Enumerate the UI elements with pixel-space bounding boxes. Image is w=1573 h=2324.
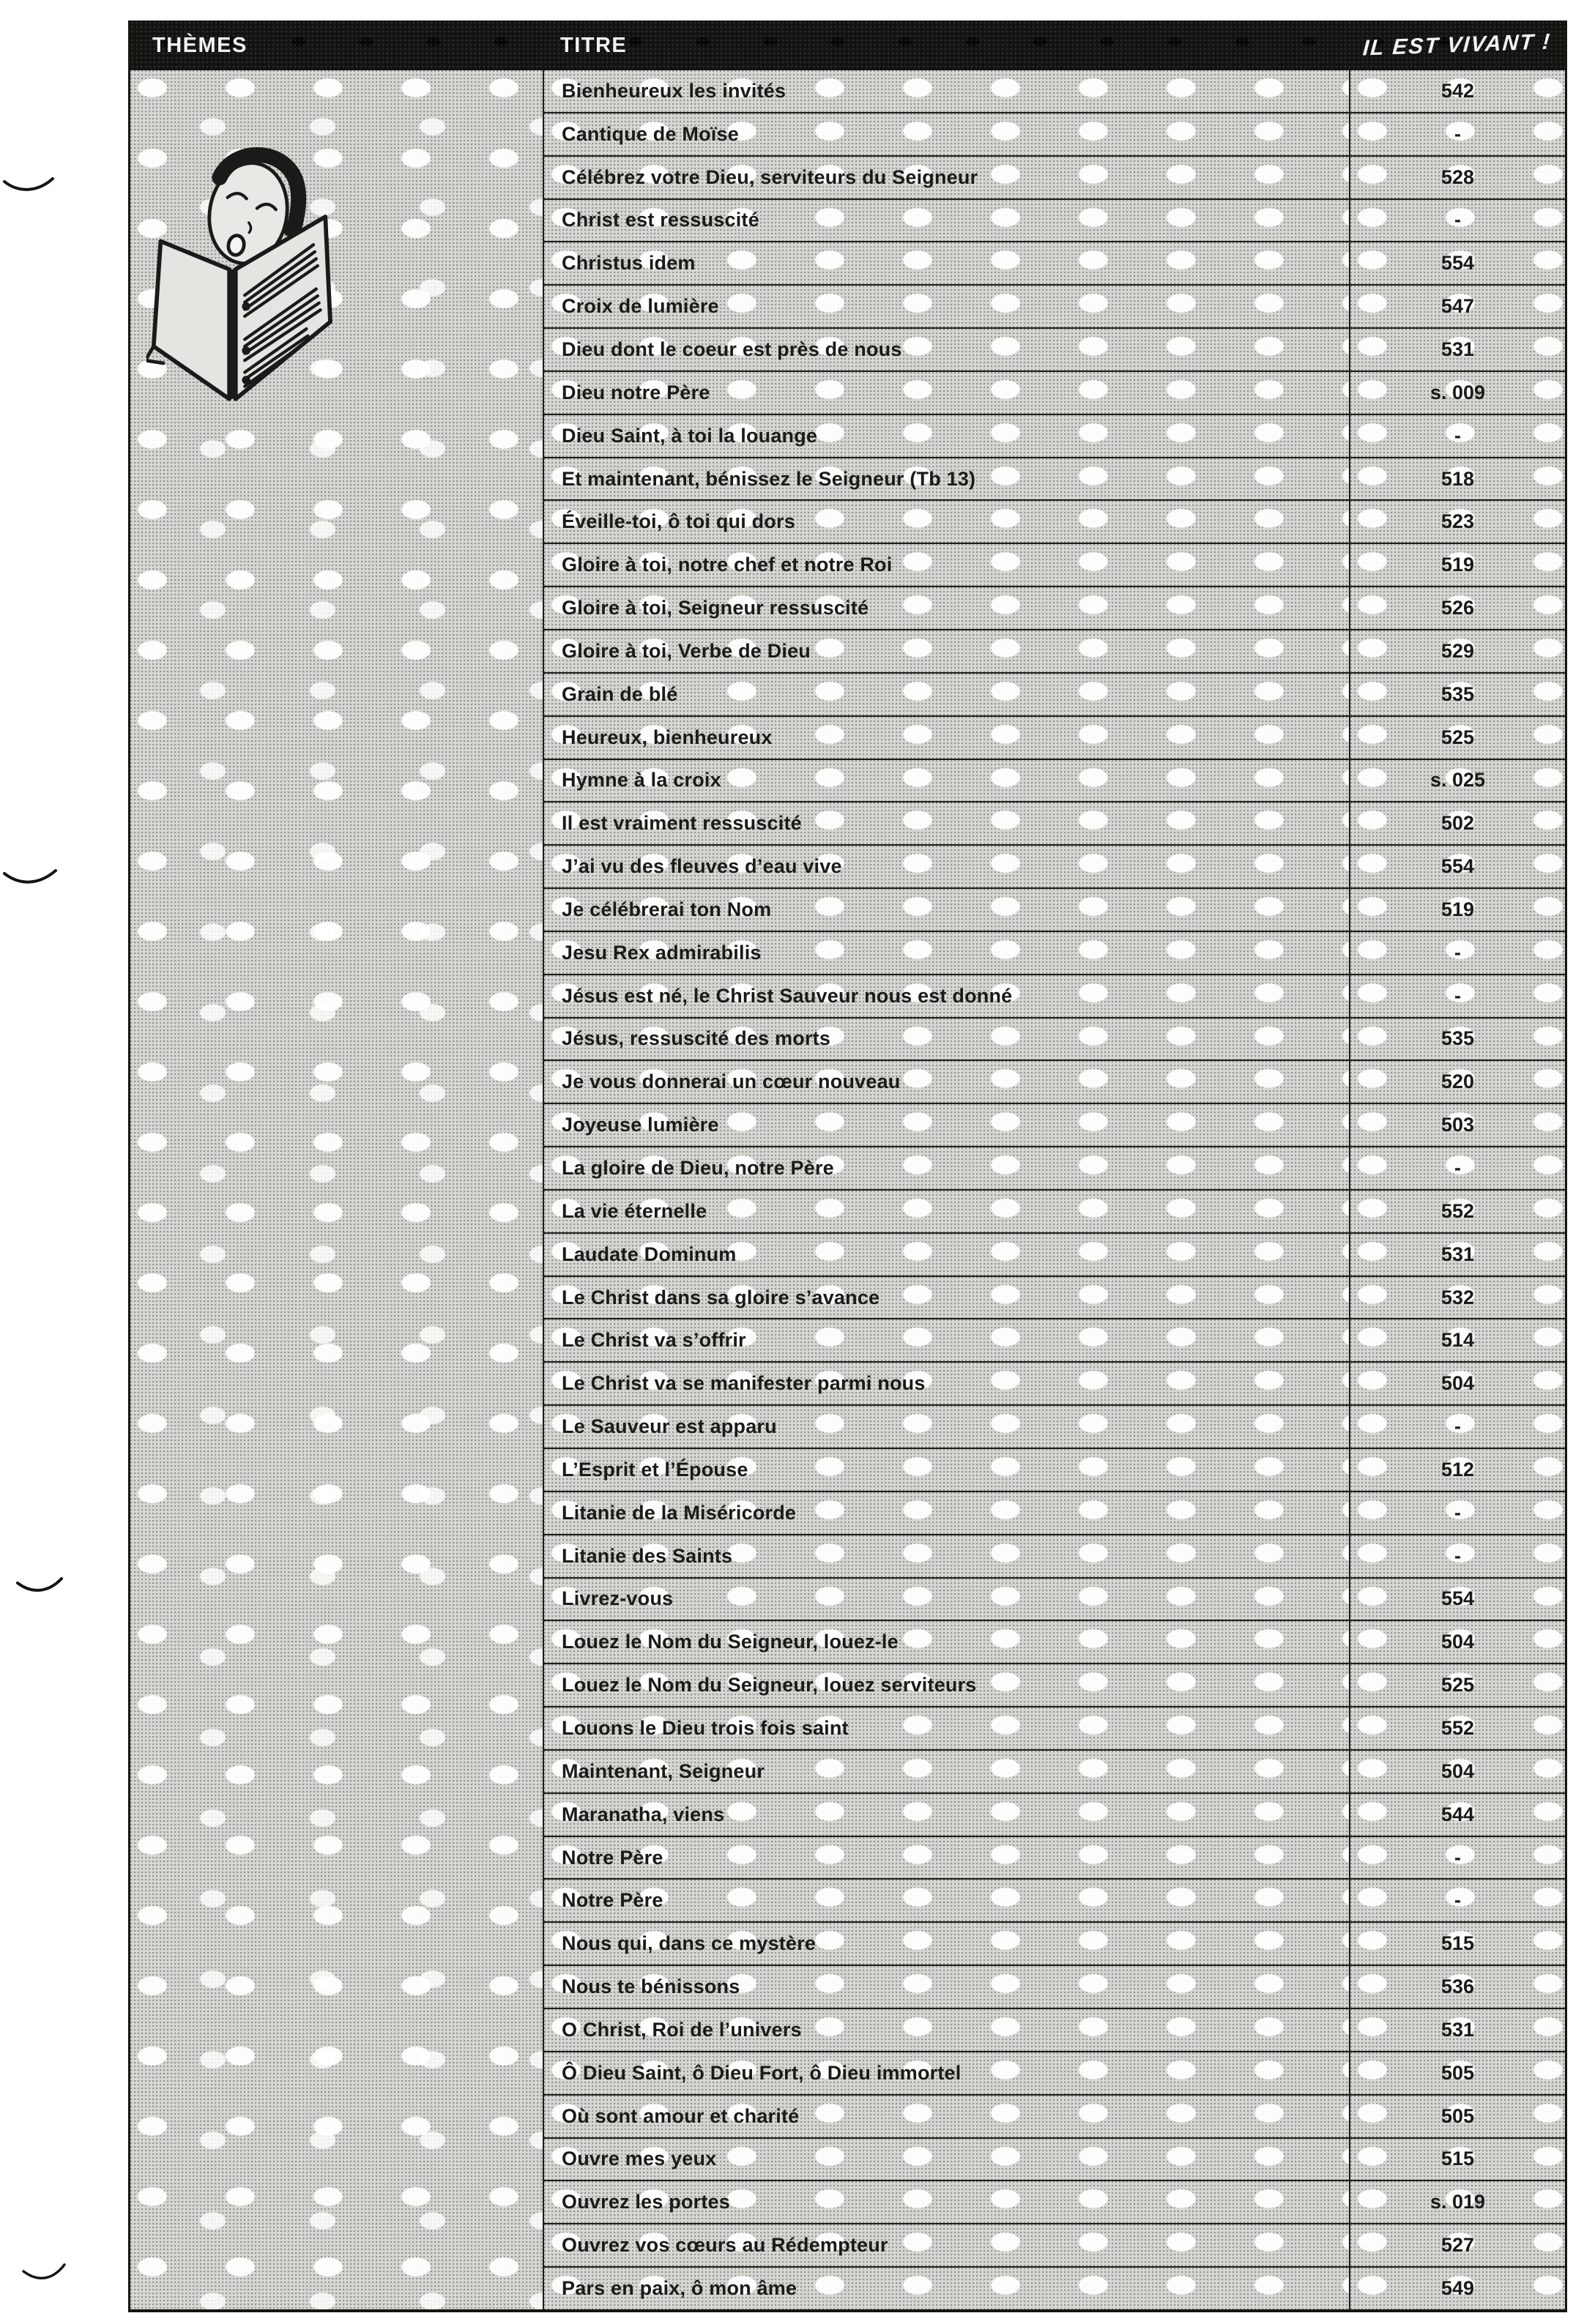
song-number-cell: 529 [1349, 630, 1565, 672]
song-title-cell: Je célébrerai ton Nom [544, 889, 1349, 931]
song-number-cell: 531 [1349, 329, 1565, 370]
song-title-cell: Gloire à toi, Verbe de Dieu [544, 630, 1349, 672]
song-number-cell: 552 [1349, 1191, 1565, 1232]
table-row [544, 1621, 1565, 1664]
song-number-cell: 552 [1349, 1707, 1565, 1749]
table-row [544, 587, 1565, 630]
margin-pen-marks-icon [0, 0, 81, 2324]
song-title-cell: Ô Dieu Saint, ô Dieu Fort, ô Dieu immortel [544, 2052, 1349, 2094]
singing-reader-illustration-icon [146, 119, 350, 413]
song-title-cell: Notre Père [544, 1880, 1349, 1921]
song-title-cell: Christ est ressuscité [544, 200, 1349, 242]
song-title-cell: Litanie de la Miséricorde [544, 1492, 1349, 1534]
table-row [544, 458, 1565, 502]
table-row [544, 1147, 1565, 1191]
song-number-cell: - [1349, 1492, 1565, 1534]
table-row [544, 2052, 1565, 2096]
song-number-cell: 526 [1349, 587, 1565, 629]
song-title-cell: Dieu notre Père [544, 372, 1349, 414]
song-title-cell: Heureux, bienheureux [544, 717, 1349, 759]
table-row [544, 932, 1565, 975]
song-title-cell: Louez le Nom du Seigneur, louez serviteurs [544, 1664, 1349, 1706]
song-title-cell: Le Christ va s’offrir [544, 1319, 1349, 1361]
song-title-cell: Éveille-toi, ô toi qui dors [544, 501, 1349, 543]
song-title-cell: Litanie des Saints [544, 1535, 1349, 1577]
song-title-cell: Louez le Nom du Seigneur, louez-le [544, 1621, 1349, 1663]
song-title-cell: Jésus est né, le Christ Sauveur nous est donné [544, 975, 1349, 1017]
table-row [544, 1449, 1565, 1492]
table-row [544, 630, 1565, 674]
themes-column [130, 70, 544, 2309]
song-number-cell: 536 [1349, 1966, 1565, 2008]
table-row [544, 1923, 1565, 1966]
song-number-cell: 554 [1349, 846, 1565, 887]
song-title-cell: Louons le Dieu trois fois saint [544, 1707, 1349, 1749]
song-title-cell: Gloire à toi, notre chef et notre Roi [544, 544, 1349, 586]
song-number-cell: 504 [1349, 1621, 1565, 1663]
song-index-table [128, 21, 1567, 2312]
table-row [544, 2224, 1565, 2268]
song-title-cell: Dieu dont le coeur est près de nous [544, 329, 1349, 370]
song-number-cell: 520 [1349, 1061, 1565, 1103]
song-title-cell: La vie éternelle [544, 1191, 1349, 1232]
song-number-cell: 542 [1349, 70, 1565, 112]
song-title-cell: Et maintenant, bénissez le Seigneur (Tb 13) [544, 458, 1349, 500]
table-row [544, 717, 1565, 760]
song-number-cell: s. 009 [1349, 372, 1565, 414]
table-header [130, 21, 1565, 70]
table-row [544, 1191, 1565, 1234]
song-title-cell: Le Christ va se manifester parmi nous [544, 1363, 1349, 1404]
song-title-cell: Croix de lumière [544, 286, 1349, 327]
table-row [544, 2096, 1565, 2139]
song-title-cell: Grain de blé [544, 674, 1349, 715]
song-title-cell: Où sont amour et charité [544, 2096, 1349, 2137]
song-number-cell: - [1349, 975, 1565, 1017]
table-row [544, 760, 1565, 803]
song-number-cell: 503 [1349, 1104, 1565, 1146]
song-number-cell: - [1349, 1837, 1565, 1879]
table-row [544, 113, 1565, 157]
song-number-cell: - [1349, 932, 1565, 974]
song-number-cell: s. 019 [1349, 2181, 1565, 2223]
song-title-cell: Christus idem [544, 242, 1349, 284]
song-number-cell: 518 [1349, 458, 1565, 500]
song-number-cell: - [1349, 1880, 1565, 1921]
song-number-cell: 515 [1349, 2139, 1565, 2180]
song-number-cell: 544 [1349, 1794, 1565, 1836]
song-number-cell: 523 [1349, 501, 1565, 543]
song-number-cell: 512 [1349, 1449, 1565, 1491]
table-row [544, 372, 1565, 415]
table-row [544, 544, 1565, 587]
song-title-cell: La gloire de Dieu, notre Père [544, 1147, 1349, 1189]
table-body [130, 70, 1565, 2309]
song-title-cell: Nous te bénissons [544, 1966, 1349, 2008]
table-row [544, 1234, 1565, 1277]
song-title-cell: Ouvrez les portes [544, 2181, 1349, 2223]
table-row [544, 1535, 1565, 1579]
song-number-cell: 525 [1349, 717, 1565, 759]
song-title-cell: Gloire à toi, Seigneur ressuscité [544, 587, 1349, 629]
song-title-cell: Jesu Rex admirabilis [544, 932, 1349, 974]
table-row [544, 1277, 1565, 1320]
table-row [544, 1751, 1565, 1794]
song-title-cell: Ouvre mes yeux [544, 2139, 1349, 2180]
song-title-cell: Livrez-vous [544, 1579, 1349, 1620]
song-number-cell: 535 [1349, 1018, 1565, 1060]
song-title-cell: Nous qui, dans ce mystère [544, 1923, 1349, 1964]
table-row [544, 1104, 1565, 1147]
table-row [544, 1707, 1565, 1751]
table-row [544, 415, 1565, 458]
song-title-cell: Jésus, ressuscité des morts [544, 1018, 1349, 1060]
table-row [544, 2268, 1565, 2309]
song-number-cell: 502 [1349, 802, 1565, 844]
song-number-cell: 504 [1349, 1751, 1565, 1792]
table-row [544, 975, 1565, 1018]
song-number-cell: 531 [1349, 1234, 1565, 1275]
song-number-cell: 547 [1349, 286, 1565, 327]
song-number-cell: 528 [1349, 157, 1565, 198]
table-row [544, 2139, 1565, 2182]
song-title-cell: Le Sauveur est apparu [544, 1406, 1349, 1448]
table-row [544, 242, 1565, 286]
table-row [544, 846, 1565, 889]
song-title-cell: Joyeuse lumière [544, 1104, 1349, 1146]
song-title-cell: Le Christ dans sa gloire s’avance [544, 1277, 1349, 1319]
song-number-cell: - [1349, 1406, 1565, 1448]
song-title-cell: Bienheureux les invités [544, 70, 1349, 112]
table-row [544, 1018, 1565, 1062]
song-title-cell: Cantique de Moïse [544, 113, 1349, 155]
table-row [544, 1363, 1565, 1406]
rows-column [544, 70, 1565, 2309]
table-row [544, 1664, 1565, 1707]
song-title-cell: Pars en paix, ô mon âme [544, 2268, 1349, 2309]
song-number-cell: 554 [1349, 242, 1565, 284]
song-number-cell: 514 [1349, 1319, 1565, 1361]
song-title-cell: Maranatha, viens [544, 1794, 1349, 1836]
song-title-cell: Maintenant, Seigneur [544, 1751, 1349, 1792]
song-title-cell: Ouvrez vos cœurs au Rédempteur [544, 2224, 1349, 2266]
song-number-cell: 504 [1349, 1363, 1565, 1404]
column-header-il-est-vivant: IL EST VIVANT ! [1361, 29, 1552, 61]
table-row [544, 286, 1565, 329]
song-title-cell: Célébrez votre Dieu, serviteurs du Seigneur [544, 157, 1349, 198]
column-header-themes: THÈMES [152, 33, 248, 57]
song-number-cell: 554 [1349, 1579, 1565, 1620]
song-number-cell: 519 [1349, 544, 1565, 586]
table-row [544, 200, 1565, 243]
song-number-cell: 515 [1349, 1923, 1565, 1964]
table-row [544, 1061, 1565, 1104]
song-number-cell: - [1349, 113, 1565, 155]
table-row [544, 1880, 1565, 1923]
table-row [544, 802, 1565, 846]
song-title-cell: Je vous donnerai un cœur nouveau [544, 1061, 1349, 1103]
song-title-cell: Il est vraiment ressuscité [544, 802, 1349, 844]
table-row [544, 1319, 1565, 1363]
song-number-cell: - [1349, 200, 1565, 242]
song-number-cell: - [1349, 415, 1565, 457]
song-title-cell: O Christ, Roi de l’univers [544, 2009, 1349, 2051]
song-number-cell: 505 [1349, 2052, 1565, 2094]
table-row [544, 1794, 1565, 1837]
song-number-cell: - [1349, 1535, 1565, 1577]
song-title-cell: Laudate Dominum [544, 1234, 1349, 1275]
song-number-cell: - [1349, 1147, 1565, 1189]
table-row [544, 1579, 1565, 1622]
table-row [544, 329, 1565, 372]
song-number-cell: 505 [1349, 2096, 1565, 2137]
song-number-cell: 519 [1349, 889, 1565, 931]
song-title-cell: J’ai vu des fleuves d’eau vive [544, 846, 1349, 887]
table-row [544, 889, 1565, 932]
song-title-cell: Hymne à la croix [544, 760, 1349, 802]
table-row [544, 2009, 1565, 2052]
table-row [544, 674, 1565, 717]
song-title-cell: L’Esprit et l’Épouse [544, 1449, 1349, 1491]
table-row [544, 157, 1565, 200]
song-number-cell: s. 025 [1349, 760, 1565, 802]
table-row [544, 501, 1565, 544]
song-number-cell: 531 [1349, 2009, 1565, 2051]
song-title-cell: Notre Père [544, 1837, 1349, 1879]
song-number-cell: 525 [1349, 1664, 1565, 1706]
table-row [544, 1837, 1565, 1880]
song-number-cell: 549 [1349, 2268, 1565, 2309]
table-row [544, 1492, 1565, 1535]
table-row [544, 1406, 1565, 1449]
song-number-cell: 532 [1349, 1277, 1565, 1319]
table-row [544, 1966, 1565, 2009]
song-number-cell: 535 [1349, 674, 1565, 715]
song-number-cell: 527 [1349, 2224, 1565, 2266]
column-header-titre: TITRE [560, 33, 628, 57]
table-row [544, 70, 1565, 113]
song-title-cell: Dieu Saint, à toi la louange [544, 415, 1349, 457]
table-row [544, 2181, 1565, 2224]
